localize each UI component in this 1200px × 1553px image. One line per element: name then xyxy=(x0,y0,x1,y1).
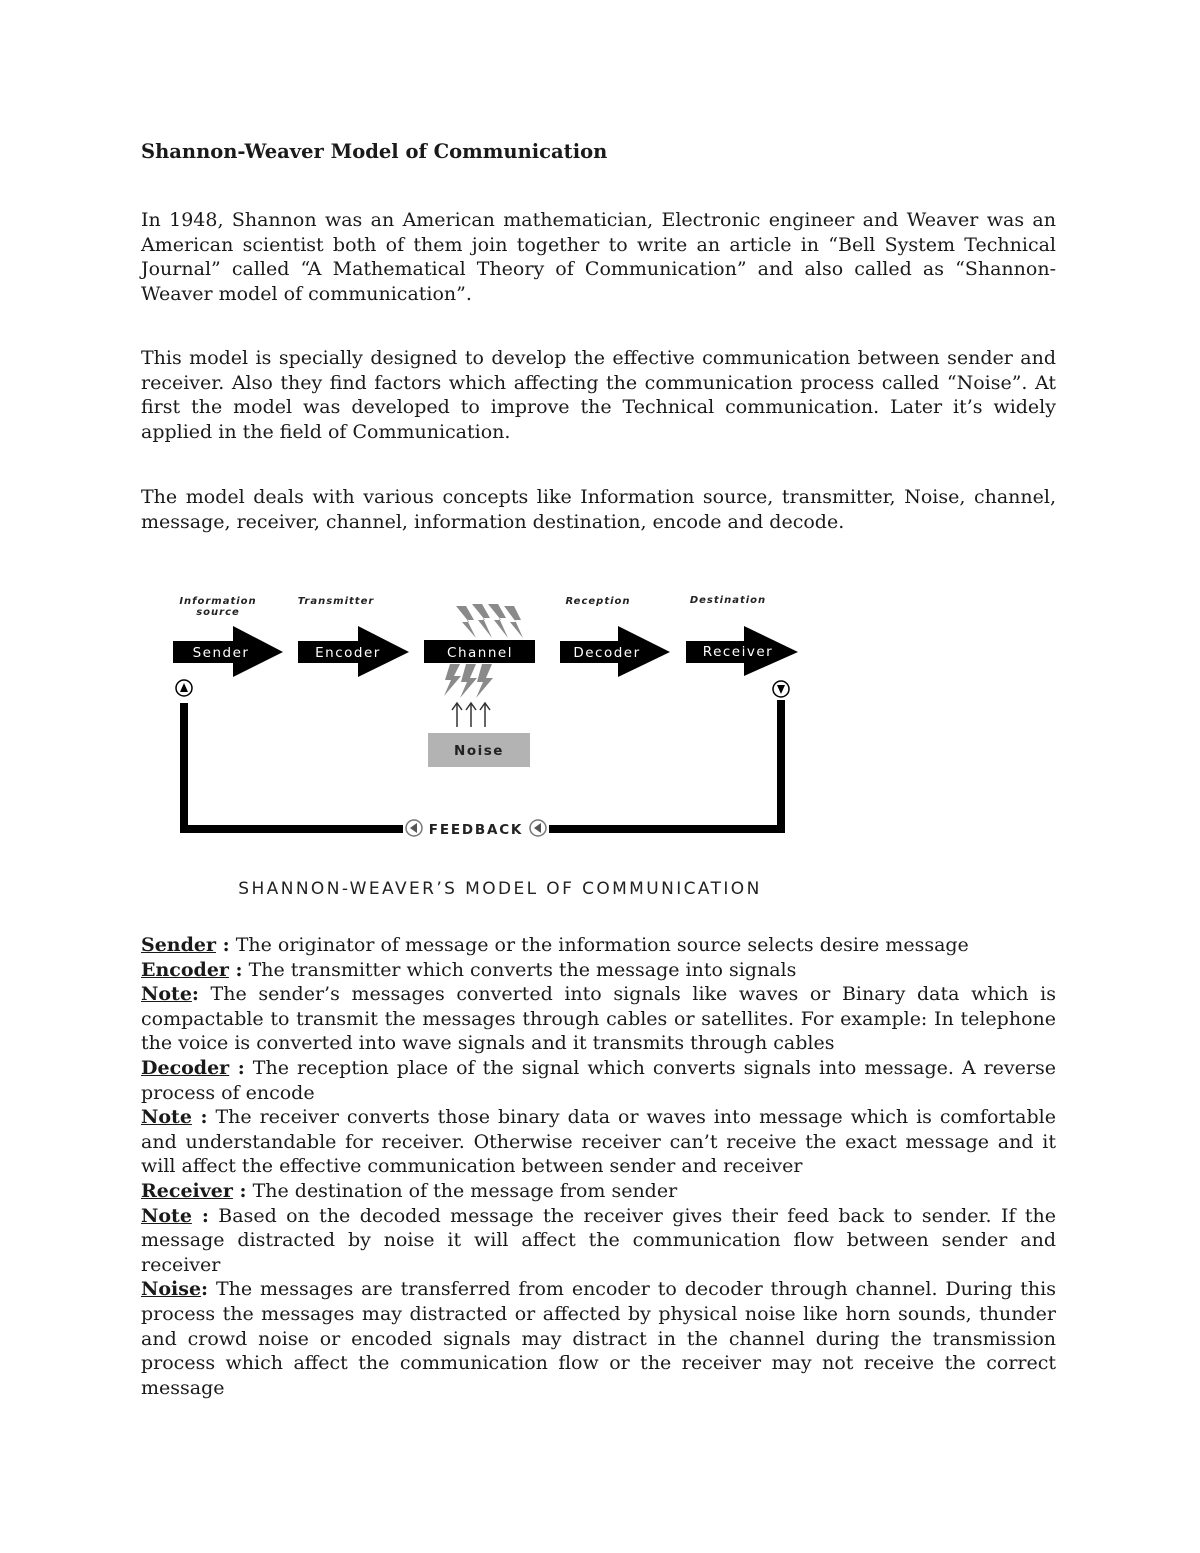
term-separator: : xyxy=(191,1204,209,1227)
decoder-label: Decoder xyxy=(573,645,641,661)
definition-encoder xyxy=(141,958,1056,983)
definition-text: The receiver converts those binary data or waves into message which is comfortable and understandable for receiver. Otherwise receiver can’t receive the exact message and it will affect the effective communication between sender and receiver xyxy=(141,1106,1056,1178)
term-separator: : xyxy=(191,983,199,1006)
receiver-arrow xyxy=(686,626,798,676)
definition-text: The transmitter which converts the message into signals xyxy=(242,958,797,981)
noise-bolts-bottom xyxy=(444,664,493,698)
label-destination: Destination xyxy=(689,595,767,606)
channel-label: Channel xyxy=(447,645,513,661)
definitions-list xyxy=(141,933,1056,1400)
term-separator: : xyxy=(191,1106,208,1129)
paragraph-concepts: The model deals with various concepts like Information source, transmitter, Noise, channel, message, receiver, channel, information destination, encode and decode. xyxy=(141,486,1056,533)
term-separator: : xyxy=(228,958,243,981)
definition-text: Based on the decoded message the receiver gives their feed back to sender. If the message distracted by noise it will affect the communication flow between sender and receiver xyxy=(141,1204,1056,1276)
receiver-label: Receiver xyxy=(702,644,774,660)
label-information-source-line1: Information xyxy=(179,596,257,607)
noise-bolts-top xyxy=(456,604,523,638)
term-separator: : xyxy=(229,1056,245,1079)
term: Decoder xyxy=(141,1056,230,1079)
term-separator: : xyxy=(232,1179,247,1202)
term: Sender xyxy=(141,934,217,956)
feedback-label: FEEDBACK xyxy=(428,822,524,838)
decoder-arrow xyxy=(560,626,670,677)
paragraph-purpose: This model is specially designed to develop the effective communication between sender and receiver. Also they find factors which affecting the communication process called “Noise”. At first the model was developed to improve the Technical communication. Later it’s widely applied in the field of Communication. xyxy=(141,347,1056,443)
definition-text: The reception place of the signal which converts signals into message. A reverse process of encode xyxy=(141,1056,1056,1104)
definition-note-encoder xyxy=(141,982,1056,1056)
encoder-label: Encoder xyxy=(315,645,381,661)
definition-noise xyxy=(141,1277,1056,1400)
paragraph-history: In 1948, Shannon was an American mathematician, Electronic engineer and Weaver was an American scientist both of them join together to write an article in “Bell System Technical Journal” called “A Mathematical Theory of Communication” and also called as “Shannon-Weaver model of communication”. xyxy=(141,209,1056,305)
document-title: Shannon-Weaver Model of Communication xyxy=(141,140,608,163)
definition-text: The sender’s messages converted into signals like waves or Binary data which is compactable to transmit the messages through cables or satellites. For example: In telephone the voice is converted into wave signals and it transmits through cables xyxy=(141,983,1056,1055)
down-circle-icon xyxy=(773,681,789,697)
label-transmitter: Transmitter xyxy=(297,596,375,607)
sender-arrow xyxy=(173,626,283,677)
left-circle-icon xyxy=(406,820,422,836)
term-separator: : xyxy=(201,1278,209,1301)
definition-text: The originator of message or the information source selects desire message xyxy=(229,934,969,956)
encoder-arrow xyxy=(298,626,409,677)
label-information-source-line2: source xyxy=(196,607,240,618)
sender-label: Sender xyxy=(192,645,250,661)
diagram-caption: SHANNON-WEAVER’S MODEL OF COMMUNICATION xyxy=(238,879,762,899)
noise-box xyxy=(428,733,530,767)
term: Encoder xyxy=(141,958,229,981)
term: Receiver xyxy=(141,1179,233,1202)
definition-text: The destination of the message from sender xyxy=(246,1179,678,1202)
definition-note-receiver xyxy=(141,1204,1056,1278)
channel-box xyxy=(424,640,535,663)
term-separator: : xyxy=(216,934,230,956)
term: Noise xyxy=(141,1278,202,1301)
left-circle-icon xyxy=(530,820,546,836)
definition-sender xyxy=(141,933,1056,958)
definition-note-decoder xyxy=(141,1105,1056,1179)
up-circle-icon xyxy=(176,680,192,696)
term: Note xyxy=(141,1106,192,1129)
noise-up-arrows xyxy=(452,703,490,727)
definition-text: The messages are transferred from encoder to decoder through channel. During this process the messages may distracted or affected by physical noise like horn sounds, thunder and crowd noise or encoded signals may distract in the channel during the transmission process which affect the communication flow or the receiver may not receive the correct message xyxy=(141,1278,1056,1399)
term: Note xyxy=(141,983,192,1006)
definition-receiver xyxy=(141,1179,1056,1204)
definition-decoder xyxy=(141,1056,1056,1105)
shannon-weaver-diagram xyxy=(160,580,820,910)
label-reception: Reception xyxy=(565,596,631,607)
noise-label: Noise xyxy=(454,743,504,759)
term: Note xyxy=(141,1204,192,1227)
